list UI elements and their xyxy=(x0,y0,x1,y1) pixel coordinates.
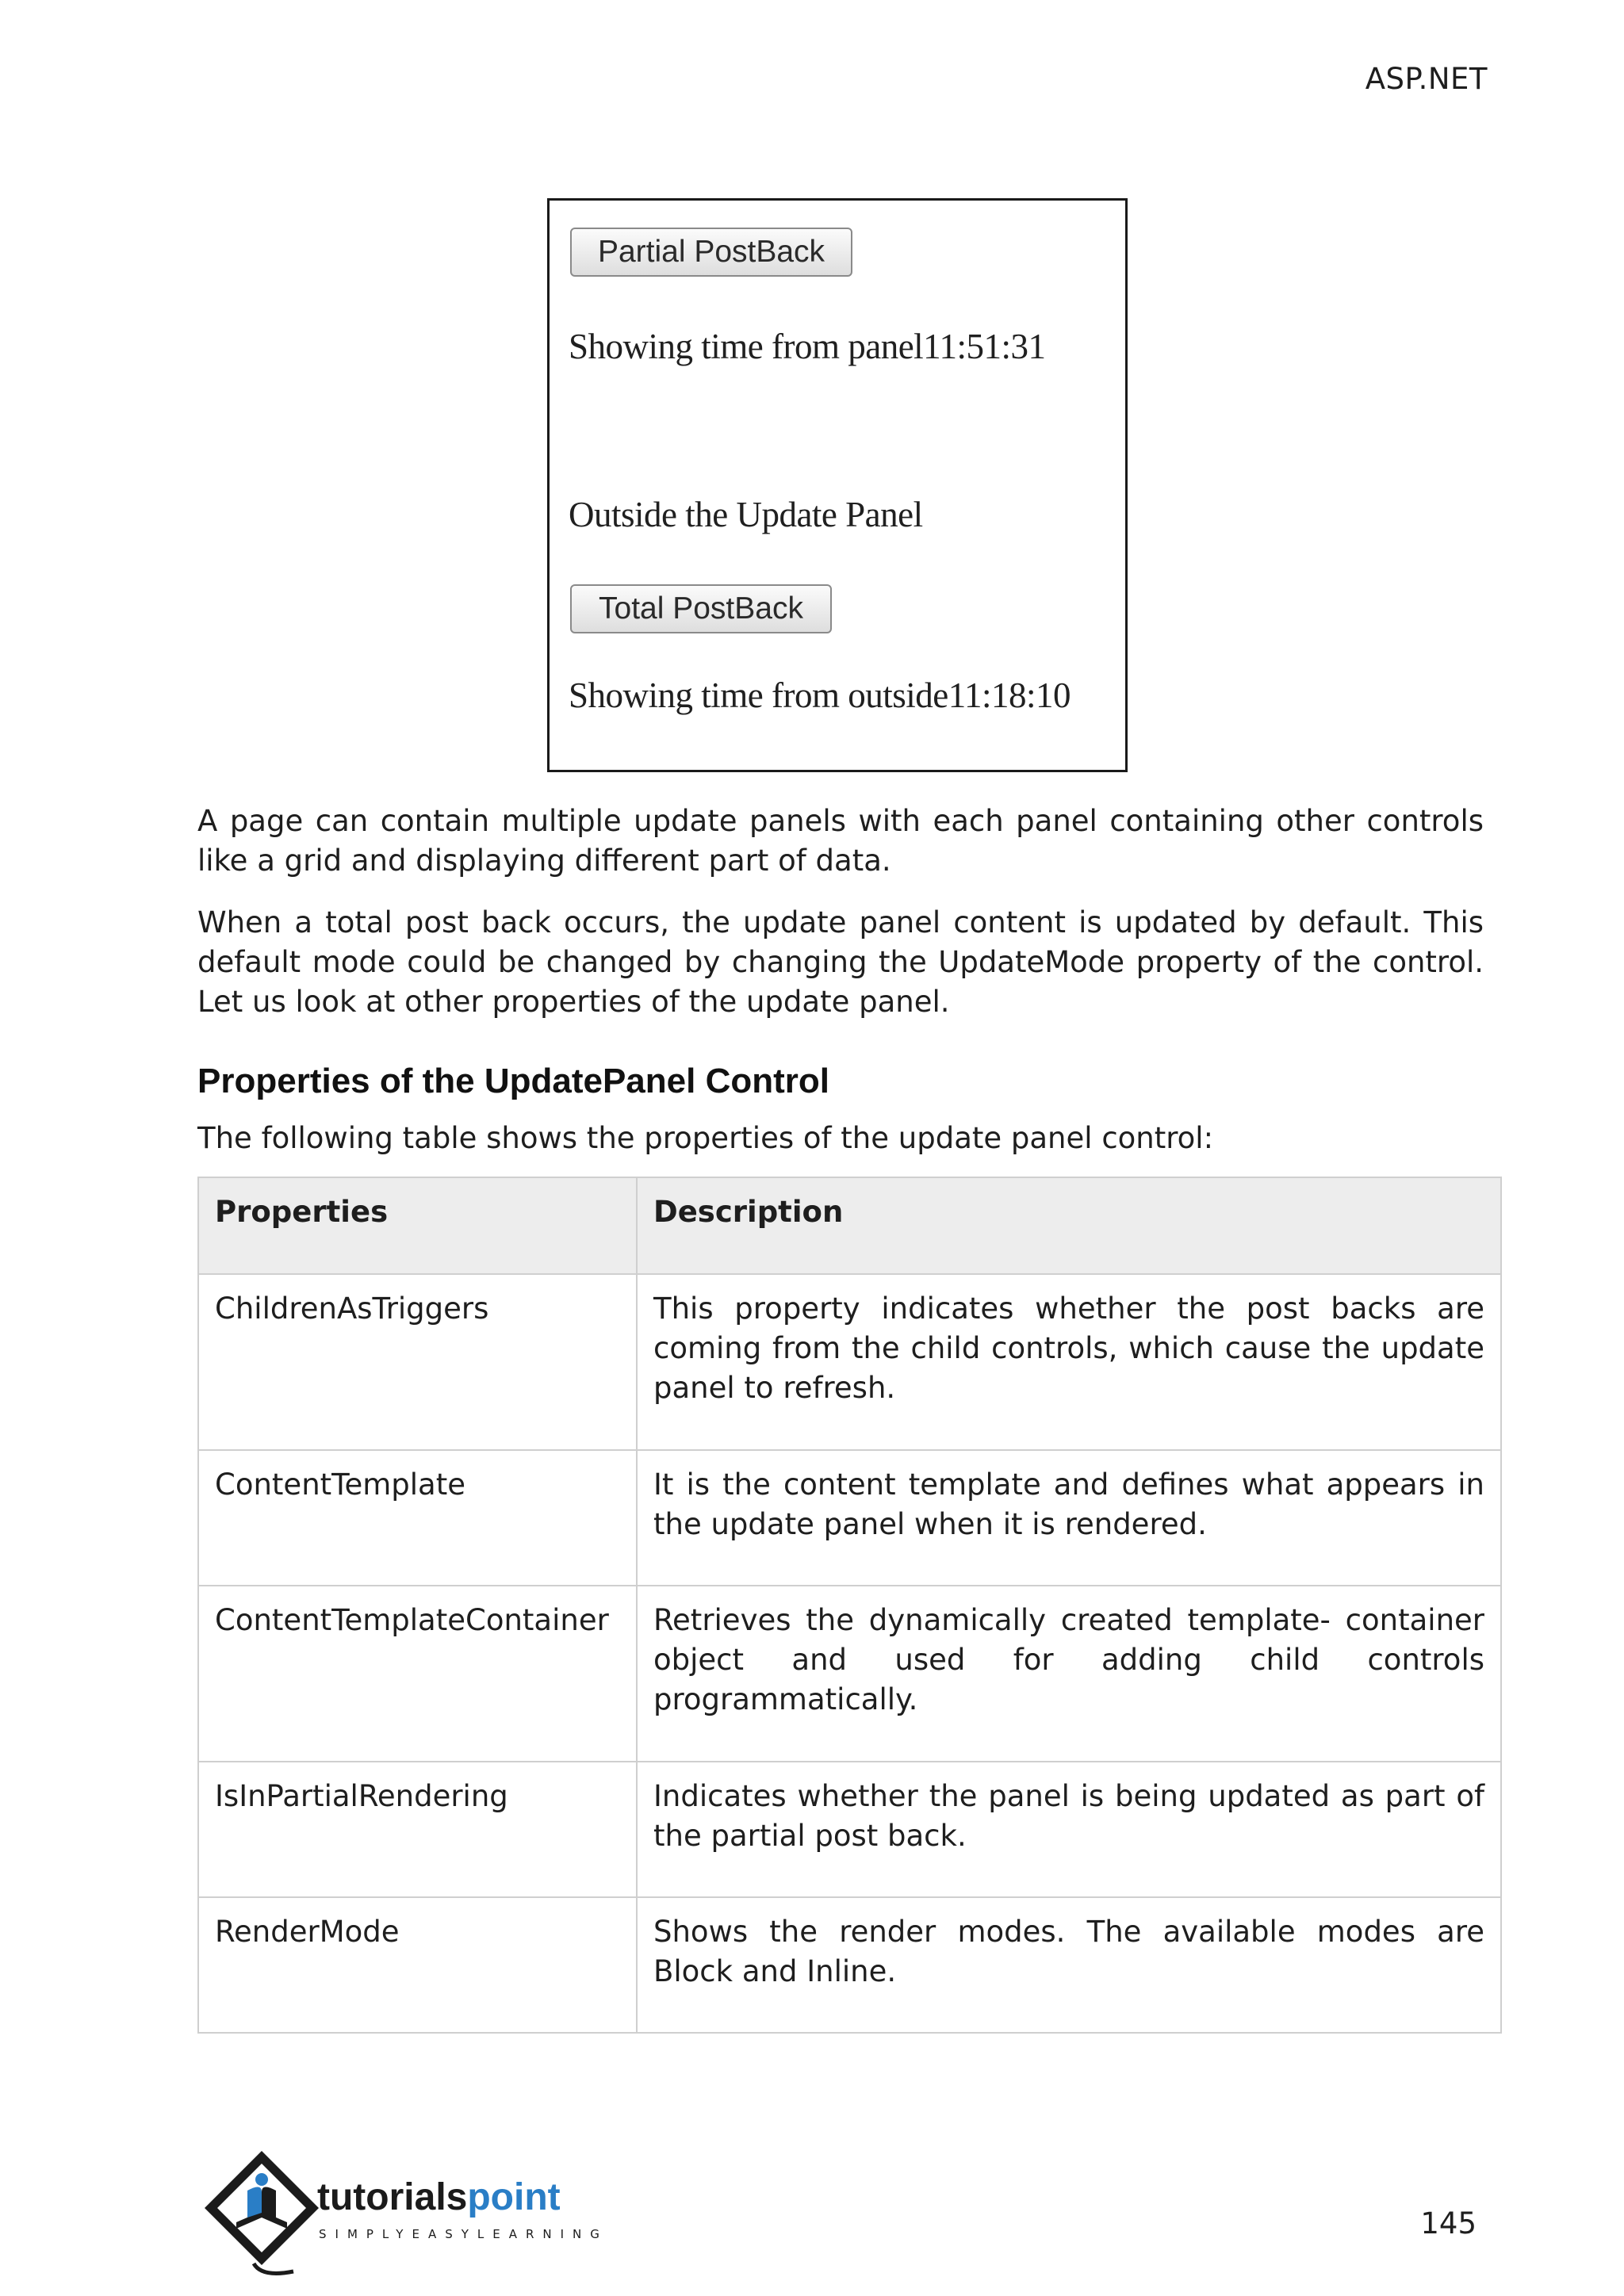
document-header: ASP.NET xyxy=(1365,62,1488,96)
table-row xyxy=(198,1897,1501,2033)
property-name: ChildrenAsTriggers xyxy=(198,1274,637,1450)
outside-time-text: Showing time from outside11:18:10 xyxy=(569,675,1071,715)
column-header-properties: Properties xyxy=(198,1177,637,1274)
property-name: ContentTemplateContainer xyxy=(198,1586,637,1762)
property-name: RenderMode xyxy=(198,1897,637,2033)
total-postback-button[interactable]: Total PostBack xyxy=(570,584,832,633)
page-number: 145 xyxy=(1420,2206,1477,2241)
table-intro: The following table shows the properties of the update panel control: xyxy=(197,1121,1214,1155)
partial-postback-button[interactable]: Partial PostBack xyxy=(570,228,852,277)
table-row xyxy=(198,1450,1501,1586)
property-description: Indicates whether the panel is being updated as part of the partial post back. xyxy=(637,1762,1501,1897)
logo-emblem-icon xyxy=(205,2151,319,2273)
paragraph-total-postback: When a total post back occurs, the update panel content is updated by default. This default mode could be changed by changing the UpdateMode property of the control. Let us look at other properties of the update panel. xyxy=(197,905,1484,1019)
property-name: ContentTemplate xyxy=(198,1450,637,1586)
table-header-row xyxy=(198,1177,1501,1274)
property-description: Shows the render modes. The available modes are Block and Inline. xyxy=(637,1897,1501,2033)
properties-table xyxy=(197,1177,1502,2034)
property-description: Retrieves the dynamically created template- container object and used for adding child controls programmatically. xyxy=(637,1586,1501,1762)
table-row xyxy=(198,1762,1501,1897)
table-row xyxy=(198,1586,1501,1762)
panel-time-text: Showing time from panel11:51:31 xyxy=(569,327,1046,366)
property-description: It is the content template and defines what appears in the update panel when it is rendered. xyxy=(637,1450,1501,1586)
logo-text: tutorialspoint xyxy=(317,2176,561,2218)
section-heading: Properties of the UpdatePanel Control xyxy=(197,1062,829,1100)
screenshot-figure xyxy=(547,198,1128,772)
table-row xyxy=(198,1274,1501,1450)
property-name: IsInPartialRendering xyxy=(198,1762,637,1897)
outside-panel-label: Outside the Update Panel xyxy=(569,495,923,534)
property-description: This property indicates whether the post backs are coming from the child controls, which cause the update panel to refresh. xyxy=(637,1274,1501,1450)
logo-tagline: SIMPLYEASYLEARNING xyxy=(319,2227,608,2241)
tutorialspoint-logo xyxy=(198,2145,626,2279)
paragraph-update-panels: A page can contain multiple update panels with each panel containing other controls like a grid and displaying different part of data. xyxy=(197,804,1484,878)
column-header-description: Description xyxy=(637,1177,1501,1274)
